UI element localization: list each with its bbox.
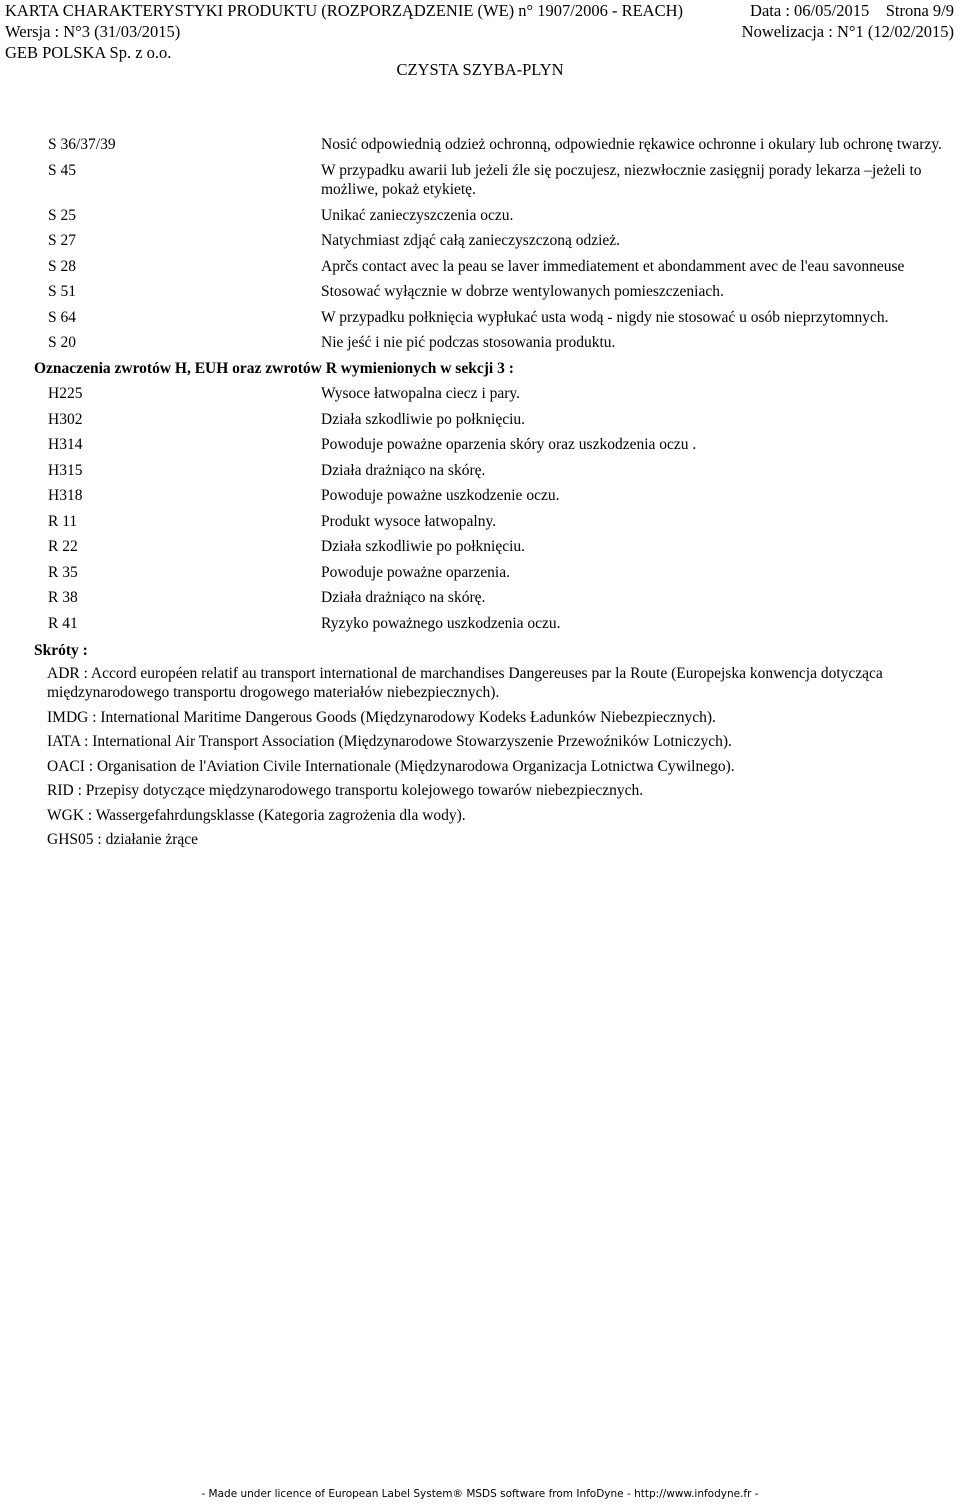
phrase-text: Natychmiast zdjąć całą zanieczyszczoną odzież. [321,232,621,249]
h-phrases-section-title: Oznaczenia zwrotów H, EUH oraz zwrotów R wymienionych w sekcji 3 : [34,359,514,377]
phrase-code: H315 [48,461,83,479]
phrase-code: S 45 [48,161,76,179]
header-date-page [750,0,954,21]
document-version: Wersja : N°3 (31/03/2015) [5,22,181,41]
s-phrase-row [0,257,960,277]
company-name: GEB POLSKA Sp. z o.o. [5,43,172,62]
document-title: KARTA CHARAKTERYSTYKI PRODUKTU (ROZPORZĄDZENIE (WE) n° 1907/2006 - REACH) [5,1,684,20]
phrase-code: H302 [48,410,83,428]
page-header [0,0,960,63]
abbreviation-item: RID : Przepisy dotyczące międzynarodowego transportu kolejowego towarów niebezpiecznych. [47,782,644,799]
abbreviations-title: Skróty : [34,642,88,659]
h-phrase-row [0,486,960,512]
phrase-code: R 38 [48,589,78,606]
h-phrases-list [0,384,960,639]
s-phrase-row [0,282,960,302]
phrase-text: Wysoce łatwopalna ciecz i pary. [321,385,521,402]
h-phrase-row [0,461,960,487]
abbreviation-item: OACI : Organisation de l'Aviation Civile Internationale (Międzynarodowa Organizacja Lotnictwa Cywilnego). [47,757,735,775]
phrase-code: S 28 [48,257,76,275]
phrase-text: Powoduje poważne uszkodzenie oczu. [321,487,560,504]
header-row-2 [0,21,960,42]
phrase-code: R 22 [48,538,78,555]
phrase-text: Nie jeść i nie pić podczas stosowania produktu. [321,334,616,351]
header-row-1 [0,0,960,21]
phrase-code: H314 [48,436,83,453]
phrase-code: R 11 [48,512,78,530]
phrase-text: Unikać zanieczyszczenia oczu. [321,206,514,224]
phrase-code: H318 [48,487,83,504]
abbreviation-item: ADR : Accord européen relatif au transport international de marchandises Dangereuses par la Route (Europejska konwencja dotycząca międzynarodowego transportu drogowego materiałów niebezpiecznych). [47,664,883,701]
s-phrases-list [0,135,960,353]
abbreviation-item: IATA : International Air Transport Association (Międzynarodowe Stowarzyszenie Przewoźników Lotniczych). [47,733,732,750]
phrase-text: Działa szkodliwie po połknięciu. [321,538,526,555]
page-number: Strona 9/9 [885,1,954,20]
page-footer: - Made under licence of European Label System® MSDS software from InfoDyne - http://www.infodyne.fr - [201,1488,759,1500]
s-phrase-row [0,308,960,328]
phrase-code: H225 [48,385,83,402]
product-name: CZYSTA SZYBA-PLYN [396,60,564,79]
document-revision: Nowelizacja : N°1 (12/02/2015) [741,22,954,41]
phrase-code: S 27 [48,232,76,249]
phrase-text: W przypadku połknięcia wypłukać usta wodą - nigdy nie stosować u osób nieprzytomnych. [321,308,889,326]
phrase-text: Działa szkodliwie po połknięciu. [321,410,526,428]
phrase-code: S 20 [48,334,76,351]
s-phrase-row [0,161,960,200]
phrase-text: Stosować wyłącznie w dobrze wentylowanych pomieszczeniach. [321,283,724,300]
document-date: Data : 06/05/2015 [750,1,870,20]
s-phrase-row [0,231,960,251]
phrase-code: S 64 [48,308,76,326]
phrase-code: R 41 [48,614,78,632]
document-body [0,135,960,855]
r-phrase-row [0,512,960,538]
abbreviation-item: GHS05 : działanie żrące [47,831,199,848]
phrase-code: S 36/37/39 [48,136,116,153]
phrase-code: S 25 [48,206,76,224]
s-phrase-row [0,333,960,353]
h-phrase-row [0,410,960,436]
phrase-code: R 35 [48,563,78,581]
phrase-text: W przypadku awarii lub jeżeli źle się poczujesz, niezwłocznie zasięgnij porady lekarza –jeżeli to możliwe, pokaż etykietę. [321,161,922,198]
abbreviations-list [0,664,960,850]
abbreviation-item: WGK : Wassergefahrdungsklasse (Kategoria zagrożenia dla wody). [47,806,466,824]
phrase-text: Działa drażniąco na skórę. [321,461,486,479]
abbreviation-item: IMDG : International Maritime Dangerous Goods (Międzynarodowy Kodeks Ładunków Niebezpiecznych). [47,708,716,726]
phrase-text: Powoduje poważne oparzenia. [321,563,510,581]
s-phrase-row [0,135,960,155]
r-phrase-row [0,614,960,640]
phrase-text: Działa drażniąco na skórę. [321,589,486,606]
phrase-text: Ryzyko poważnego uszkodzenia oczu. [321,614,561,632]
h-phrase-row [0,435,960,461]
r-phrase-row [0,563,960,589]
phrase-text: Produkt wysoce łatwopalny. [321,512,497,530]
phrase-text: Nosić odpowiednią odzież ochronną, odpowiednie rękawice ochronne i okulary lub ochronę twarzy. [321,136,942,153]
phrase-code: S 51 [48,283,76,300]
s-phrase-row [0,206,960,226]
phrase-text: Powoduje poważne oparzenia skóry oraz uszkodzenia oczu . [321,436,697,453]
h-phrase-row [0,384,960,410]
r-phrase-row [0,588,960,614]
phrase-text: Aprčs contact avec la peau se laver immediatement et abondamment avec de l'eau savonneuse [321,257,905,275]
r-phrase-row [0,537,960,563]
